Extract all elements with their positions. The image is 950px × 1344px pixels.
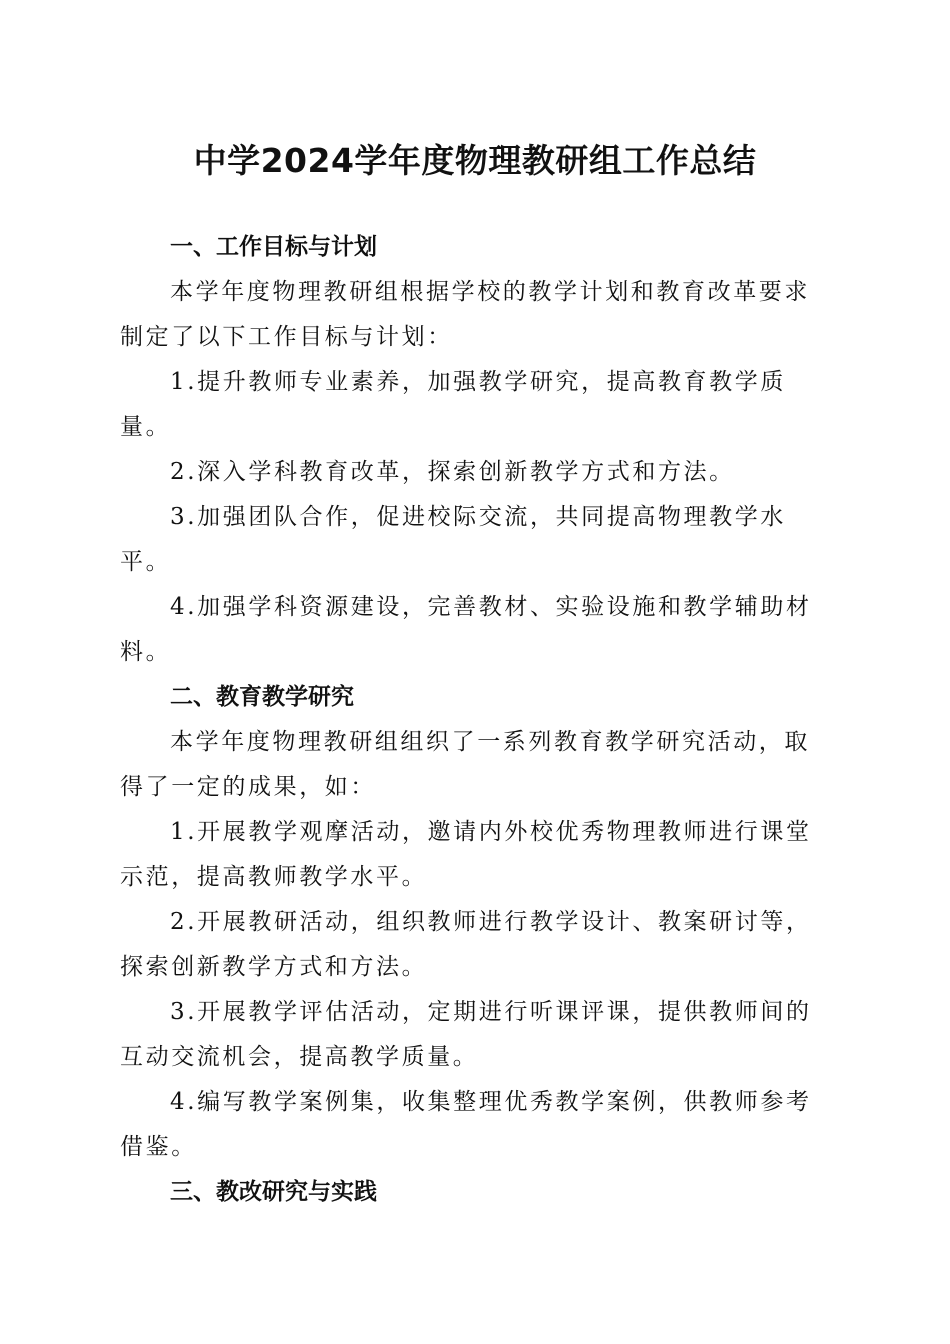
section-heading-2: 二、教育教学研究 [170,684,354,710]
section-2-intro: 本学年度物理教研组组织了一系列教育教学研究活动，取得了一定的成果，如： [120,729,810,800]
section-heading-1: 一、工作目标与计划 [170,234,377,260]
section-2-item-3: 3.开展教学评估活动，定期进行听课评课，提供教师间的互动交流机会，提高教学质量。 [120,999,812,1070]
section-1-item-3: 3.加强团队合作，促进校际交流，共同提高物理教学水平。 [120,504,786,575]
section-heading-3: 三、教改研究与实践 [170,1179,377,1205]
section-1-item-2: 2.深入学科教育改革，探索创新教学方式和方法。 [170,459,735,485]
document-title: 中学2024学年度物理教研组工作总结 [193,141,757,180]
section-1-item-1: 1.提升教师专业素养，加强教学研究，提高教育教学质量。 [120,369,786,440]
section-2-item-2: 2.开展教研活动，组织教师进行教学设计、教案研讨等，探索创新教学方式和方法。 [120,909,812,980]
section-1-intro: 本学年度物理教研组根据学校的教学计划和教育改革要求制定了以下工作目标与计划： [120,279,810,350]
section-2-item-1: 1.开展教学观摩活动，邀请内外校优秀物理教师进行课堂示范，提高教师教学水平。 [120,819,812,890]
section-2-item-4: 4.编写教学案例集，收集整理优秀教学案例，供教师参考借鉴。 [120,1089,812,1160]
document-body [120,225,824,1215]
section-1-item-4: 4.加强学科资源建设，完善教材、实验设施和教学辅助材料。 [120,594,812,665]
